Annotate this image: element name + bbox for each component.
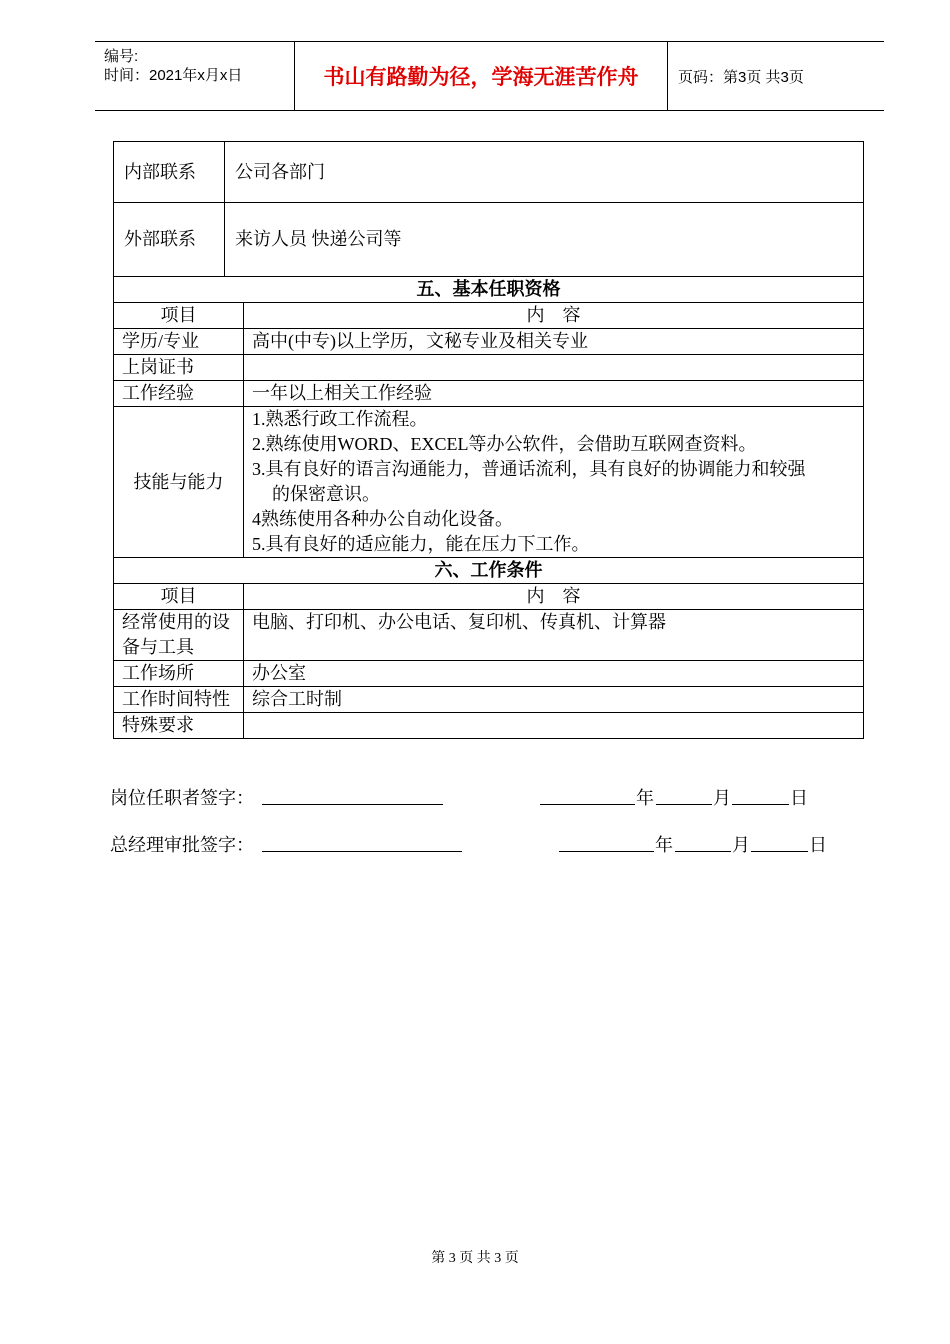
time-label: 时间：2021年x月x日: [104, 67, 243, 84]
row-label: 学历/专业: [114, 329, 244, 355]
row-value: 电脑、打印机、办公电话、复印机、传真机、计算器: [244, 610, 864, 661]
contact-label: 外部联系: [114, 203, 225, 277]
skill-item: 3.具有良好的语言沟通能力，普通话流利，具有良好的协调能力和较强: [252, 459, 806, 479]
qualifications-table: [113, 276, 864, 739]
page-number-label: 页码：第3页 共3页: [678, 68, 804, 86]
contacts-table: [113, 141, 864, 277]
col-item-header: 项目: [114, 303, 244, 329]
row-value: [244, 713, 864, 739]
section-title-row: [114, 277, 864, 303]
table-row: [114, 203, 864, 277]
holder-signature-line[interactable]: [262, 784, 443, 805]
skills-label: 技能与能力: [114, 407, 244, 558]
row-value: 综合工时制: [244, 687, 864, 713]
skills-list: [244, 407, 864, 558]
row-label: 上岗证书: [114, 355, 244, 381]
table-row: [114, 381, 864, 407]
holder-month-line[interactable]: [656, 784, 712, 805]
col-content-header: 内 容: [244, 584, 864, 610]
section-title-row: [114, 558, 864, 584]
manager-signature-label: 总经理审批签字：: [110, 835, 254, 855]
manager-day-line[interactable]: [751, 831, 808, 852]
manager-year-line[interactable]: [559, 831, 654, 852]
day-label: 日: [790, 788, 808, 808]
table-row: [114, 355, 864, 381]
header-motto: 书山有路勤为径，学海无涯苦作舟: [295, 42, 668, 110]
month-label: 月: [713, 788, 731, 808]
contact-value: 公司各部门: [225, 142, 864, 203]
skill-item: 5.具有良好的适应能力，能在压力下工作。: [252, 534, 590, 554]
year-label: 年: [655, 835, 673, 855]
table-row: [114, 687, 864, 713]
table-header-row: [114, 584, 864, 610]
col-item-header: 项目: [114, 584, 244, 610]
row-value: [244, 355, 864, 381]
table-row: [114, 407, 864, 558]
row-value: 办公室: [244, 661, 864, 687]
page-footer: 第 3 页 共 3 页: [431, 1251, 519, 1266]
page-header: [95, 41, 884, 111]
skill-item-continued: 的保密意识。: [272, 484, 380, 504]
table-row: [114, 610, 864, 661]
row-value: 高中(中专)以上学历，文秘专业及相关专业: [244, 329, 864, 355]
row-label: 工作时间特性: [114, 687, 244, 713]
year-label: 年: [636, 788, 654, 808]
row-label: 特殊要求: [114, 713, 244, 739]
table-row: [114, 142, 864, 203]
row-label: 经常使用的设备与工具: [114, 610, 244, 661]
section5-title: 五、基本任职资格: [114, 277, 864, 303]
holder-day-line[interactable]: [732, 784, 789, 805]
header-meta: [95, 42, 295, 110]
skill-item: 4熟练使用各种办公自动化设备。: [252, 509, 513, 529]
contact-value: 来访人员 快递公司等: [225, 203, 864, 277]
row-label: 工作场所: [114, 661, 244, 687]
row-value: 一年以上相关工作经验: [244, 381, 864, 407]
month-label: 月: [732, 835, 750, 855]
table-row: [114, 329, 864, 355]
day-label: 日: [809, 835, 827, 855]
manager-month-line[interactable]: [675, 831, 731, 852]
contact-label: 内部联系: [114, 142, 225, 203]
holder-year-line[interactable]: [540, 784, 635, 805]
table-row: [114, 713, 864, 739]
row-label: 工作经验: [114, 381, 244, 407]
manager-signature-line[interactable]: [262, 831, 462, 852]
skill-item: 1.熟悉行政工作流程。: [252, 409, 428, 429]
table-row: [114, 661, 864, 687]
section6-title: 六、工作条件: [114, 558, 864, 584]
col-content-header: 内 容: [244, 303, 864, 329]
skill-item: 2.熟练使用WORD、EXCEL等办公软件，会借助互联网查资料。: [252, 434, 757, 454]
serial-label: 编号:: [104, 48, 139, 65]
holder-signature-label: 岗位任职者签字：: [110, 788, 254, 808]
table-header-row: [114, 303, 864, 329]
